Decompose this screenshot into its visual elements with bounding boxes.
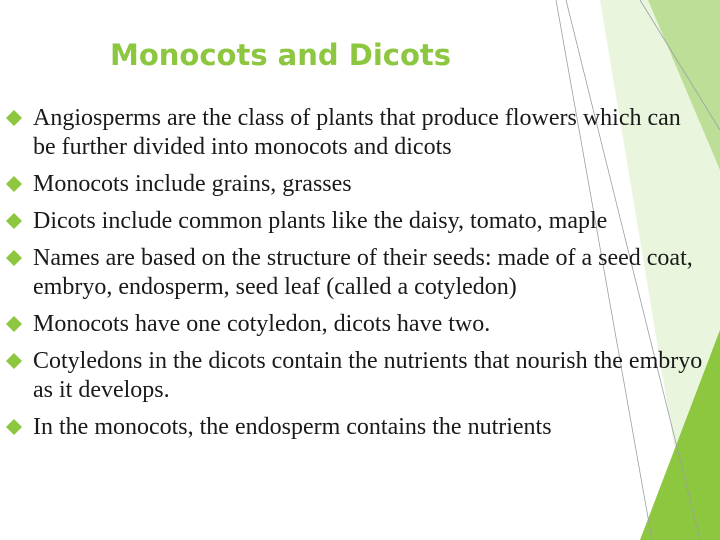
slide-title: Monocots and Dicots xyxy=(110,38,452,72)
bullet-text: Angiosperms are the class of plants that produce flowers which can be further divided into monocots and dicots xyxy=(33,105,681,160)
diamond-bullet-icon xyxy=(6,110,22,126)
bullet-text: In the monocots, the endosperm contains the nutrients xyxy=(33,414,552,440)
bullet-item xyxy=(6,207,706,236)
diamond-bullet-icon xyxy=(6,250,22,266)
bullet-text: Monocots have one cotyledon, dicots have two. xyxy=(33,311,491,337)
bullet-text: Cotyledons in the dicots contain the nutrients that nourish the embryo as it develops. xyxy=(33,348,703,403)
bullet-text: Monocots include grains, grasses xyxy=(33,171,352,197)
bullet-item xyxy=(6,104,706,162)
diamond-bullet-icon xyxy=(6,419,22,435)
bullet-item xyxy=(6,310,706,339)
bullet-list xyxy=(6,104,706,450)
bullet-item xyxy=(6,413,706,442)
bullet-text: Names are based on the structure of their seeds: made of a seed coat, embryo, endosperm, seed leaf (called a cotyledon) xyxy=(33,245,693,300)
diamond-bullet-icon xyxy=(6,213,22,229)
diamond-bullet-icon xyxy=(6,353,22,369)
diamond-bullet-icon xyxy=(6,316,22,332)
bullet-item xyxy=(6,347,706,405)
bullet-text: Dicots include common plants like the daisy, tomato, maple xyxy=(33,208,608,234)
bullet-item xyxy=(6,170,706,199)
bullet-item xyxy=(6,244,706,302)
diamond-bullet-icon xyxy=(6,176,22,192)
